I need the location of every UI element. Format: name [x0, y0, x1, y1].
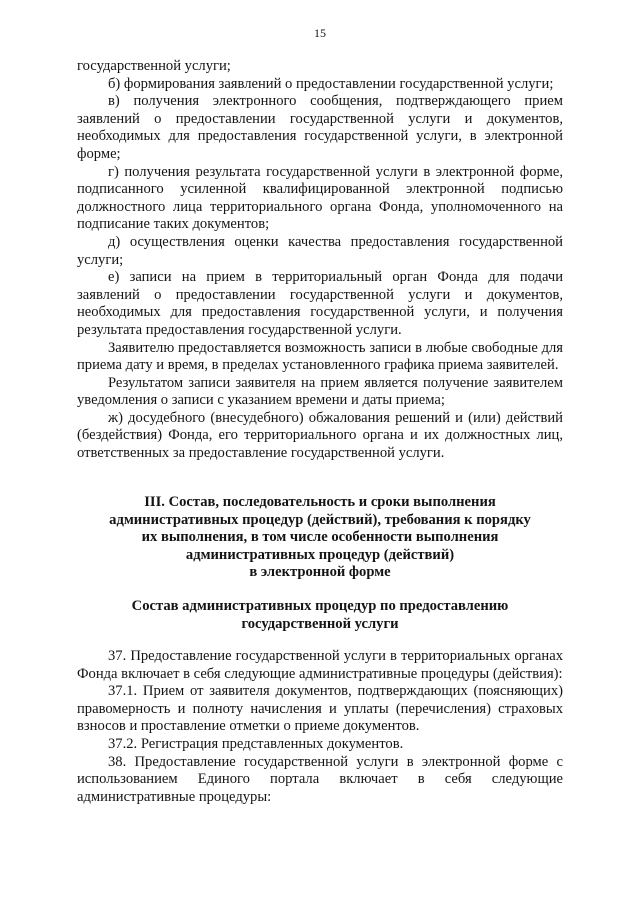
- section-heading-line: административных процедур (действий): [185, 546, 455, 563]
- paragraph: в) получения электронного сообщения, подтверждающего прием заявлений о предоставлении государственной услуги и документов, необходимых для предоставления государственной услуги, в электронной форме;: [77, 93, 563, 162]
- section-heading-line: III. Состав, последовательность и сроки выполнения: [144, 494, 496, 510]
- section-heading-line: административных процедур (действий), требования к порядку: [109, 511, 531, 528]
- section-heading-line: в электронной форме: [249, 564, 391, 581]
- paragraph: 37. Предоставление государственной услуги в территориальных органах Фонда включает в себя следующие административные процедуры (действия):: [77, 648, 563, 682]
- paragraph: б) формирования заявлений о предоставлении государственной услуги;: [108, 75, 554, 92]
- body-text-top: [77, 58, 563, 463]
- page-number: 15: [314, 26, 326, 40]
- paragraph: Заявителю предоставляется возможность записи в любые свободные для приема дату и время, в пределах установленного графика приема заявителей.: [77, 339, 563, 374]
- paragraph: д) осуществления оценки качества предоставления государственной услуги;: [77, 233, 563, 268]
- paragraph: г) получения результата государственной услуги в электронной форме, подписанного усиленной квалифицированной электронной подписью должностного лица территориального органа Фонда, уполномоченного на подписание таких документов;: [77, 163, 563, 233]
- paragraph: Результатом записи заявителя на прием является получение заявителем уведомления о записи с указанием времени и даты приема;: [77, 374, 563, 409]
- paragraph: 37.2. Регистрация представленных документов.: [108, 735, 404, 752]
- paragraph: 37.1. Прием от заявителя документов, подтверждающих (поясняющих) правомерность и полноту начисления и уплаты (перечисления) страховых взносов и проставление отметки о приеме документов.: [77, 683, 563, 735]
- paragraph: 38. Предоставление государственной услуги в электронной форме с использованием Единого портала включает в себя следующие административные процедуры:: [77, 753, 563, 805]
- subsection-heading-line: Состав административных процедур по предоставлению: [131, 598, 509, 614]
- subsection-heading-line: государственной услуги: [241, 615, 399, 632]
- body-text-bottom: [77, 648, 563, 806]
- paragraph: государственной услуги;: [77, 58, 231, 74]
- section-heading: [77, 494, 563, 582]
- paragraph: е) записи на прием в территориальный орган Фонда для подачи заявлений о предоставлении государственной услуги и документов, необходимых для предоставления государственной услуги, и получения результата предоставления государственной услуги.: [77, 269, 563, 338]
- section-heading-line: их выполнения, в том числе особенности выполнения: [141, 529, 499, 546]
- paragraph: ж) досудебного (внесудебного) обжалования решений и (или) действий (бездействия) Фонда, его территориального органа и их должностных лиц, ответственных за предоставление государственной услуги.: [77, 409, 563, 462]
- subsection-heading: [77, 598, 563, 633]
